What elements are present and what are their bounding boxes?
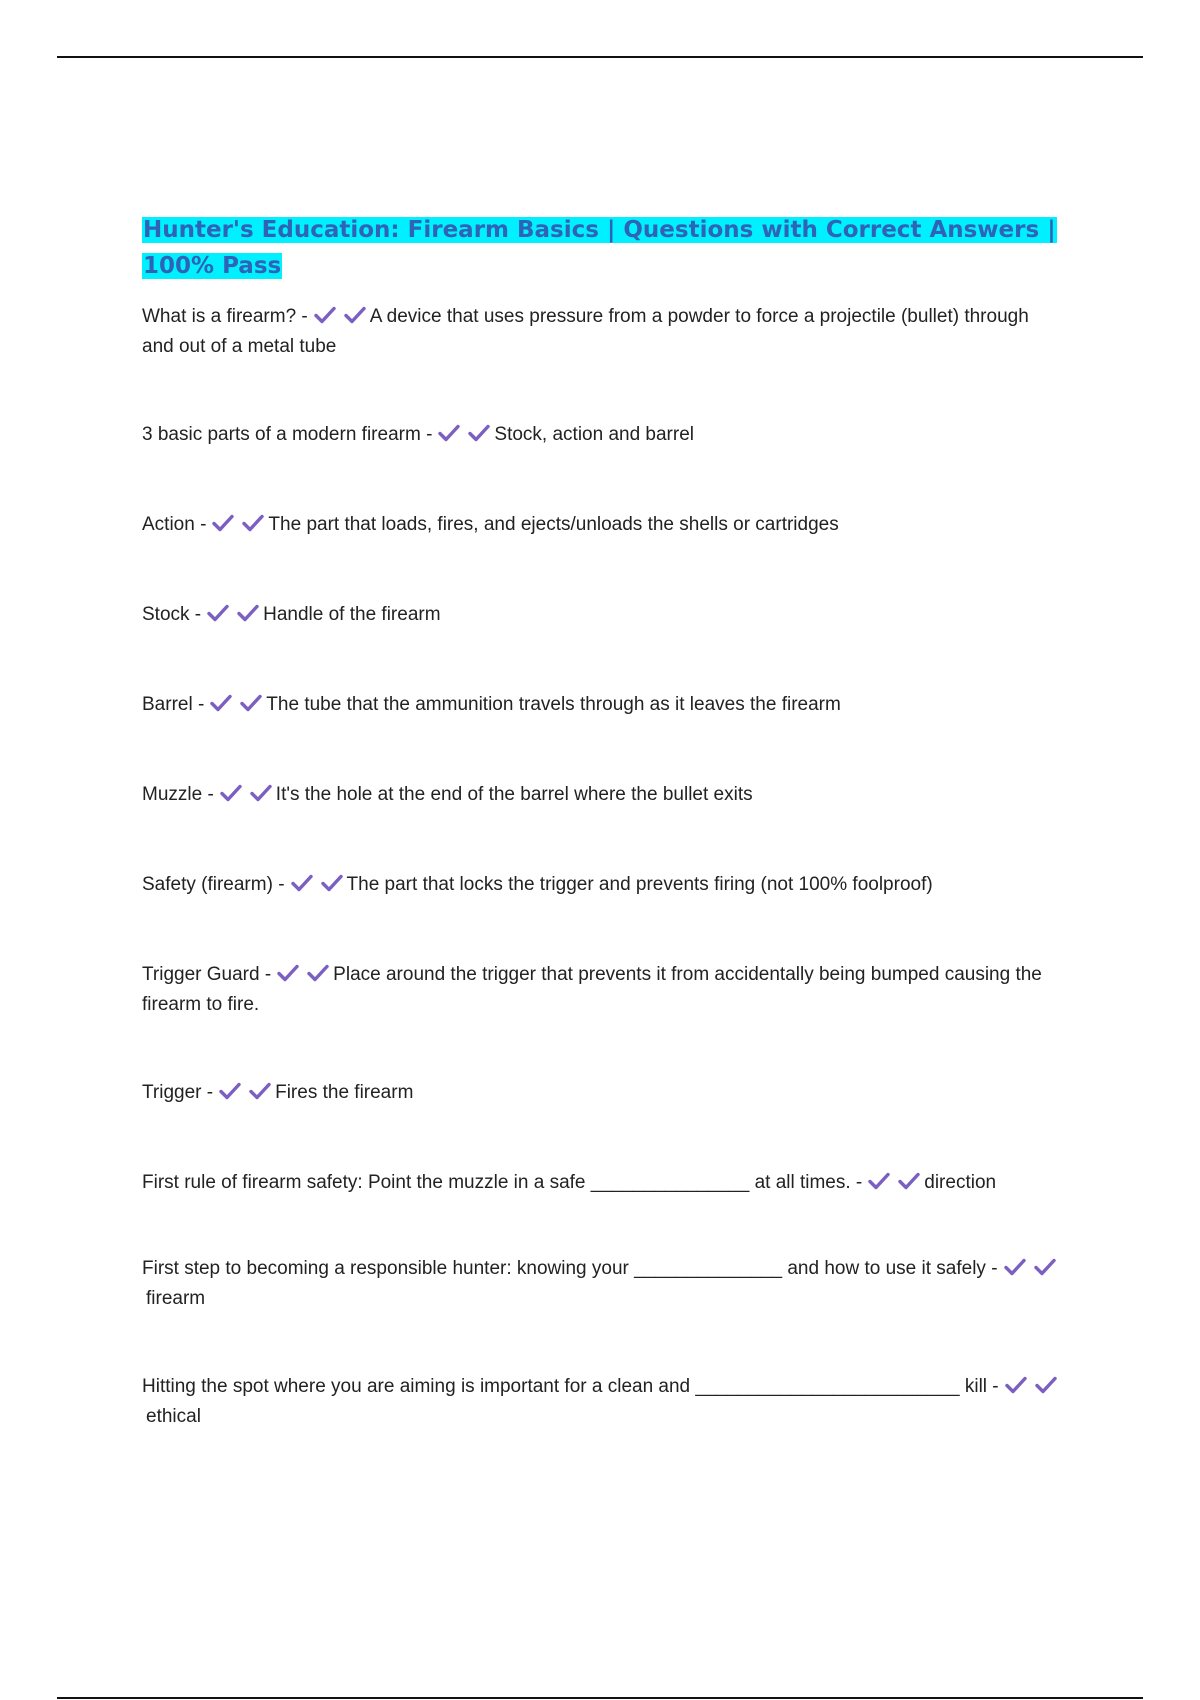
answer-text: A device that uses pressure from a powder to force a projectile (bullet) through and out of a metal tube [142,306,1029,357]
qa-item [142,1254,1062,1314]
document-title [142,212,1062,284]
checkmark-icon [438,424,460,442]
question-text: First rule of firearm safety: Point the muzzle in a safe _______________ at all times. - [142,1172,863,1193]
question-text: Trigger Guard - [142,964,272,985]
bottom-rule [57,1697,1143,1699]
item-spacer [142,810,1062,870]
answer-text: Fires the firearm [275,1082,414,1103]
checkmark-icon [207,604,229,622]
answer-text: Place around the trigger that prevents it from accidentally being bumped causing the firearm to fire. [142,964,1042,1015]
checkmark-icon [242,514,264,532]
qa-item [142,780,1062,810]
answer-text: direction [924,1172,997,1193]
answer-text: ethical [146,1406,201,1427]
checkmark-icon [314,306,336,324]
item-spacer [142,1020,1062,1078]
question-text: First step to becoming a responsible hunter: knowing your ______________ and how to use it safely - [142,1258,998,1279]
item-spacer [142,540,1062,600]
qa-item [142,960,1062,1020]
qa-item [142,600,1062,630]
answer-text: The tube that the ammunition travels through as it leaves the firearm [266,694,841,715]
question-text: Action - [142,514,207,535]
qa-item [142,302,1062,362]
item-spacer [142,1108,1062,1168]
qa-item [142,1372,1062,1432]
qa-item [142,1078,1062,1108]
checkmark-icon [307,964,329,982]
checkmark-icon [277,964,299,982]
question-text: Stock - [142,604,202,625]
qa-item [142,870,1062,900]
qa-list [142,302,1062,1432]
checkmark-icon [1035,1376,1057,1394]
document-body [142,212,1062,1432]
question-text: Barrel - [142,694,205,715]
checkmark-icon [212,514,234,532]
checkmark-icon [468,424,490,442]
answer-text: Stock, action and barrel [494,424,695,445]
checkmark-icon [220,784,242,802]
qa-item [142,690,1062,720]
top-rule [57,56,1143,58]
question-text: Trigger - [142,1082,214,1103]
question-text: Hitting the spot where you are aiming is important for a clean and _________________________ kill - [142,1376,999,1397]
checkmark-icon [210,694,232,712]
document-title-text: Hunter's Education: Firearm Basics | Questions with Correct Answers | 100% Pass [143,217,1056,279]
checkmark-icon [219,1082,241,1100]
item-spacer [142,900,1062,960]
item-spacer [142,630,1062,690]
checkmark-icon [250,784,272,802]
question-text: Muzzle - [142,784,214,805]
answer-text: The part that locks the trigger and prevents firing (not 100% foolproof) [346,874,933,895]
checkmark-icon [344,306,366,324]
qa-item [142,420,1062,450]
answer-text: Handle of the firearm [263,604,441,625]
checkmark-icon [249,1082,271,1100]
checkmark-icon [291,874,313,892]
checkmark-icon [1005,1376,1027,1394]
item-spacer [142,720,1062,780]
answer-text: The part that loads, fires, and ejects/unloads the shells or cartridges [268,514,839,535]
checkmark-icon [321,874,343,892]
checkmark-icon [1004,1258,1026,1276]
question-text: What is a firearm? - [142,306,308,327]
checkmark-icon [1034,1258,1056,1276]
answer-text: firearm [146,1288,206,1309]
item-spacer [142,362,1062,420]
question-text: Safety (firearm) - [142,874,285,895]
item-spacer [142,1314,1062,1372]
answer-text: It's the hole at the end of the barrel where the bullet exits [275,784,753,805]
question-text: 3 basic parts of a modern firearm - [142,424,433,445]
checkmark-icon [868,1172,890,1190]
item-spacer [142,1198,1062,1254]
qa-item [142,1168,1062,1198]
checkmark-icon [237,604,259,622]
qa-item [142,510,1062,540]
item-spacer [142,450,1062,510]
checkmark-icon [898,1172,920,1190]
checkmark-icon [240,694,262,712]
